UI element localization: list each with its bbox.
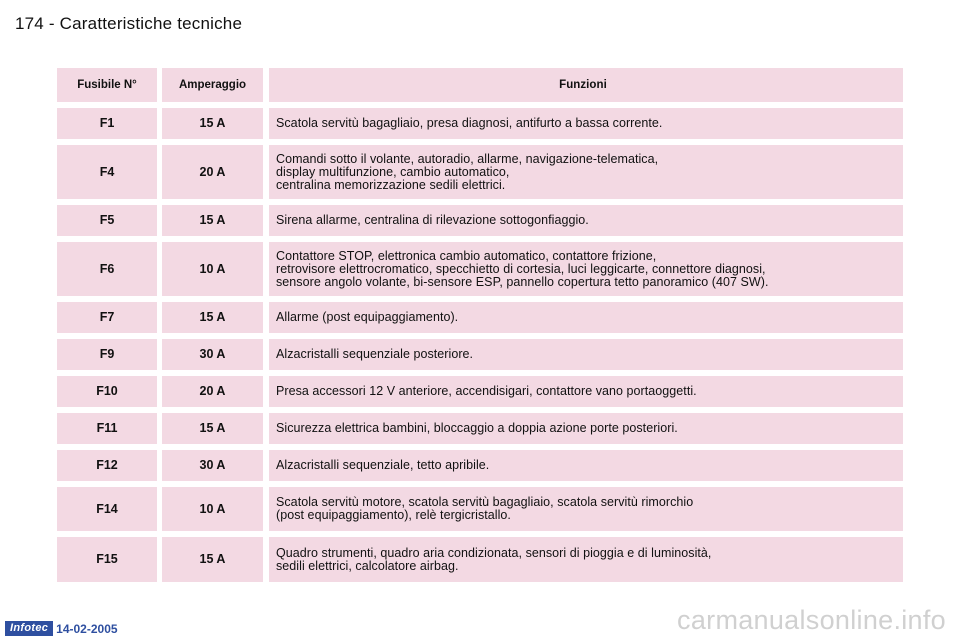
fuse-number: F6 [57,242,157,296]
table-header-row [57,68,903,102]
fuse-number: F4 [57,145,157,199]
fuse-amperage: 15 A [162,537,263,582]
fuse-number: F7 [57,302,157,333]
fuse-amperage: 10 A [162,487,263,531]
fuse-number: F15 [57,537,157,582]
table-row [57,487,903,531]
fuse-amperage: 15 A [162,302,263,333]
fuse-functions: Presa accessori 12 V anteriore, accendisigari, contattore vano portaoggetti. [269,376,903,407]
fuse-amperage: 15 A [162,205,263,236]
watermark: carmanualsonline.info [677,605,946,635]
fuse-number: F12 [57,450,157,481]
table-row [57,413,903,444]
table-row [57,302,903,333]
fuse-number: F14 [57,487,157,531]
page-header: 174 - Caratteristiche tecniche [15,14,243,33]
fuse-functions: Allarme (post equipaggiamento). [269,302,903,333]
table-row [57,376,903,407]
header-amperage: Amperaggio [162,68,263,102]
fuse-functions: Scatola servitù motore, scatola servitù bagagliaio, scatola servitù rimorchio (post equipaggiamento), relè tergicristallo. [269,487,903,531]
infotec-logo: Infotec [5,621,53,636]
fuse-number: F5 [57,205,157,236]
fuse-functions: Quadro strumenti, quadro aria condizionata, sensori di pioggia e di luminosità, sedili elettrici, calcolatore airbag. [269,537,903,582]
table-row [57,450,903,481]
fuse-number: F11 [57,413,157,444]
fuse-functions: Sirena allarme, centralina di rilevazione sottogonfiaggio. [269,205,903,236]
fuse-amperage: 15 A [162,108,263,139]
footer-infotec [5,621,118,636]
table-row [57,339,903,370]
table-row [57,537,903,582]
fuse-number: F9 [57,339,157,370]
table-row [57,108,903,139]
fuse-number: F10 [57,376,157,407]
table-row [57,242,903,296]
header-functions: Funzioni [269,68,903,102]
fuse-amperage: 20 A [162,145,263,199]
fuse-amperage: 30 A [162,339,263,370]
fuse-number: F1 [57,108,157,139]
footer-date: 14-02-2005 [56,621,118,636]
fuse-functions: Alzacristalli sequenziale posteriore. [269,339,903,370]
fuse-amperage: 15 A [162,413,263,444]
fuse-functions: Contattore STOP, elettronica cambio automatico, contattore frizione, retrovisore elettrocromatico, specchietto di cortesia, luci leggicarte, connettore diagnosi, sensore angolo volante, bi-sensore ESP, pannello copertura tetto panoramico (407 SW). [269,242,903,296]
fuse-amperage: 30 A [162,450,263,481]
fuse-table [57,68,903,582]
fuse-functions: Comandi sotto il volante, autoradio, allarme, navigazione-telematica, display multifunzione, cambio automatico, centralina memorizzazione sedili elettrici. [269,145,903,199]
table-row [57,145,903,199]
fuse-amperage: 20 A [162,376,263,407]
fuse-functions: Scatola servitù bagagliaio, presa diagnosi, antifurto a bassa corrente. [269,108,903,139]
fuse-functions: Sicurezza elettrica bambini, bloccaggio a doppia azione porte posteriori. [269,413,903,444]
table-row [57,205,903,236]
header-fuse-number: Fusibile N° [57,68,157,102]
fuse-amperage: 10 A [162,242,263,296]
fuse-functions: Alzacristalli sequenziale, tetto apribile. [269,450,903,481]
